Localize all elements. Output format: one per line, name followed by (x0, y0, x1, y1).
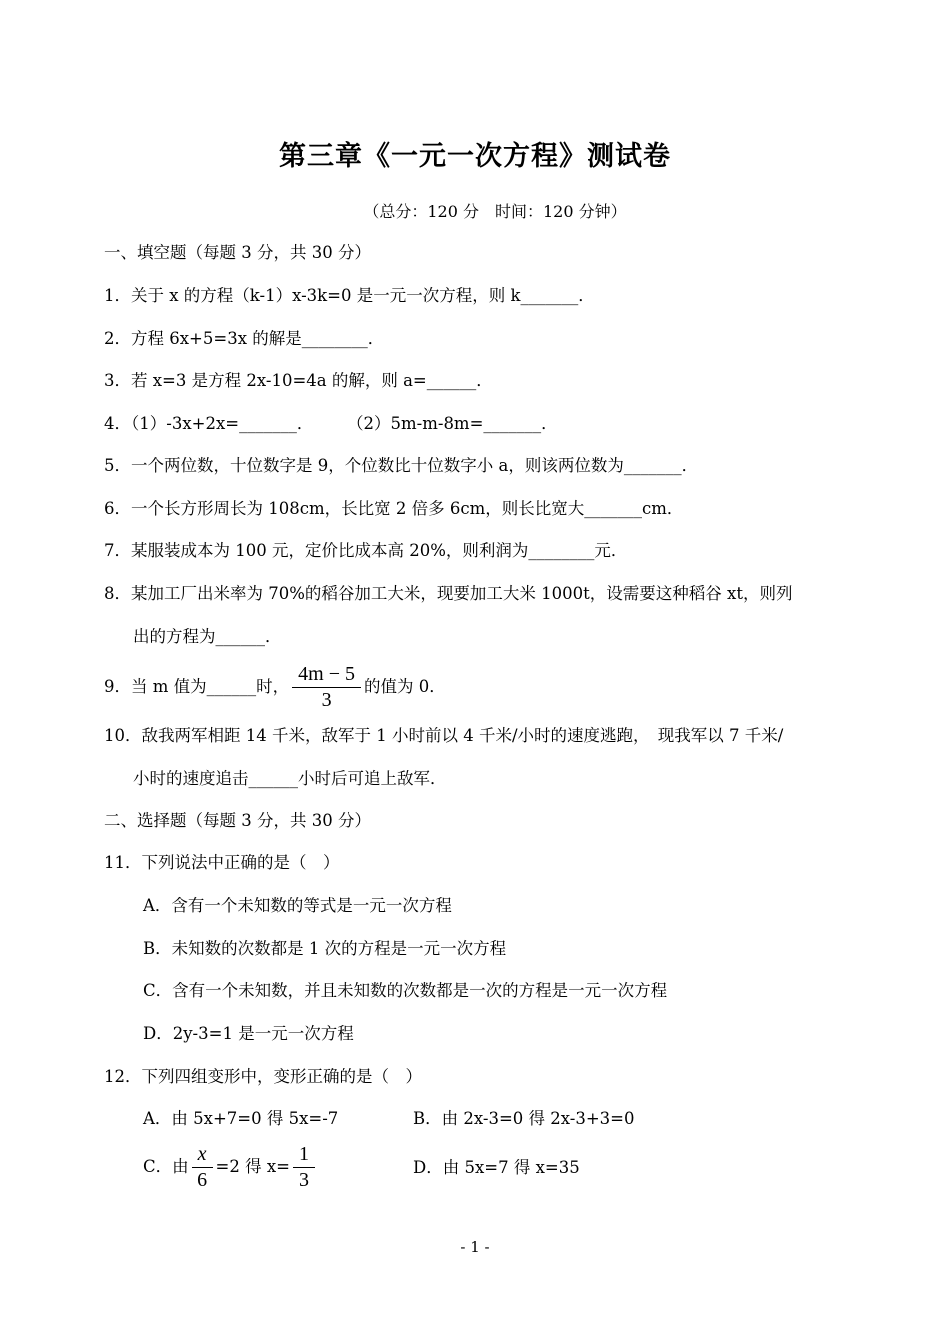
question-3: 3．若 x=3 是方程 2x-10=4a 的解，则 a=______． (104, 371, 493, 390)
question-4-part-2: （2）5m-m-8m=_______． (347, 414, 558, 433)
question-2: 2．方程 6x+5=3x 的解是________． (104, 329, 385, 348)
question-10-line-1: 10．敌我两军相距 14 千米，敌军于 1 小时前以 4 千米/小时的速度逃跑， 现我军以 7 千米/ (104, 726, 784, 745)
section-heading-fill-blank: 一、填空题（每题 3 分，共 30 分） (104, 243, 371, 262)
question-11-option-b: B．未知数的次数都是 1 次的方程是一元一次方程 (143, 939, 507, 958)
question-5: 5．一个两位数，十位数字是 9，个位数比十位数字小 a，则该两位数为_______． (104, 456, 699, 475)
option-c-middle: =2 得 x= (215, 1157, 290, 1176)
question-11-option-d: D．2y-3=1 是一元一次方程 (143, 1024, 354, 1043)
question-8-line-1: 8．某加工厂出米率为 70%的稻谷加工大米，现要加工大米 1000t，设需要这种稻谷 xt，则列 (104, 584, 793, 603)
question-12-option-d: D．由 5x=7 得 x=35 (413, 1158, 580, 1177)
question-11: 11．下列说法中正确的是（ ） (104, 853, 340, 872)
question-11-option-a: A．含有一个未知数的等式是一元一次方程 (143, 896, 452, 915)
page-number: - 1 - (460, 1238, 490, 1256)
option-c-prefix: C．由 (143, 1157, 189, 1176)
question-12: 12．下列四组变形中，变形正确的是（ ） (104, 1067, 422, 1086)
question-12-option-c (143, 1140, 318, 1194)
question-12-option-a: A．由 5x+7=0 得 5x=-7 (143, 1109, 339, 1128)
question-8-line-2: 出的方程为______． (133, 627, 282, 646)
fraction-denominator: 3 (298, 1168, 309, 1191)
question-7: 7．某服装成本为 100 元，定价比成本高 20%，则利润为________元． (104, 541, 628, 560)
option-c-fraction-1 (192, 1143, 213, 1192)
question-4-part-1: 4．（1）-3x+2x=_______． (104, 414, 314, 433)
exam-info: （总分：120 分 时间：120 分钟） (363, 202, 627, 221)
question-6: 6．一个长方形周长为 108cm，长比宽 2 倍多 6cm，则长比宽大_______cm． (104, 499, 684, 518)
question-11-option-c: C．含有一个未知数，并且未知数的次数都是一次的方程是一元一次方程 (143, 981, 668, 1000)
fraction-denominator: 6 (197, 1168, 208, 1191)
option-c-fraction-2 (293, 1143, 315, 1192)
page-title: 第三章《一元一次方程》测试卷 (279, 141, 671, 172)
fraction-numerator: 4m − 5 (292, 663, 361, 688)
question-9 (104, 660, 446, 714)
question-9-suffix: 的值为 0． (363, 677, 446, 696)
section-heading-multiple-choice: 二、选择题（每题 3 分，共 30 分） (104, 811, 371, 830)
fraction-denominator: 3 (321, 688, 332, 711)
question-12-option-b: B．由 2x-3=0 得 2x-3+3=0 (413, 1109, 635, 1128)
fraction-numerator: 1 (293, 1143, 315, 1168)
fraction-numerator: x (192, 1143, 213, 1168)
question-1: 1．关于 x 的方程（k-1）x-3k=0 是一元一次方程，则 k_______． (104, 286, 595, 305)
question-9-fraction (292, 663, 361, 712)
question-10-line-2: 小时的速度追击______小时后可追上敌军． (133, 769, 447, 788)
question-9-prefix: 9．当 m 值为______时， (104, 677, 290, 696)
